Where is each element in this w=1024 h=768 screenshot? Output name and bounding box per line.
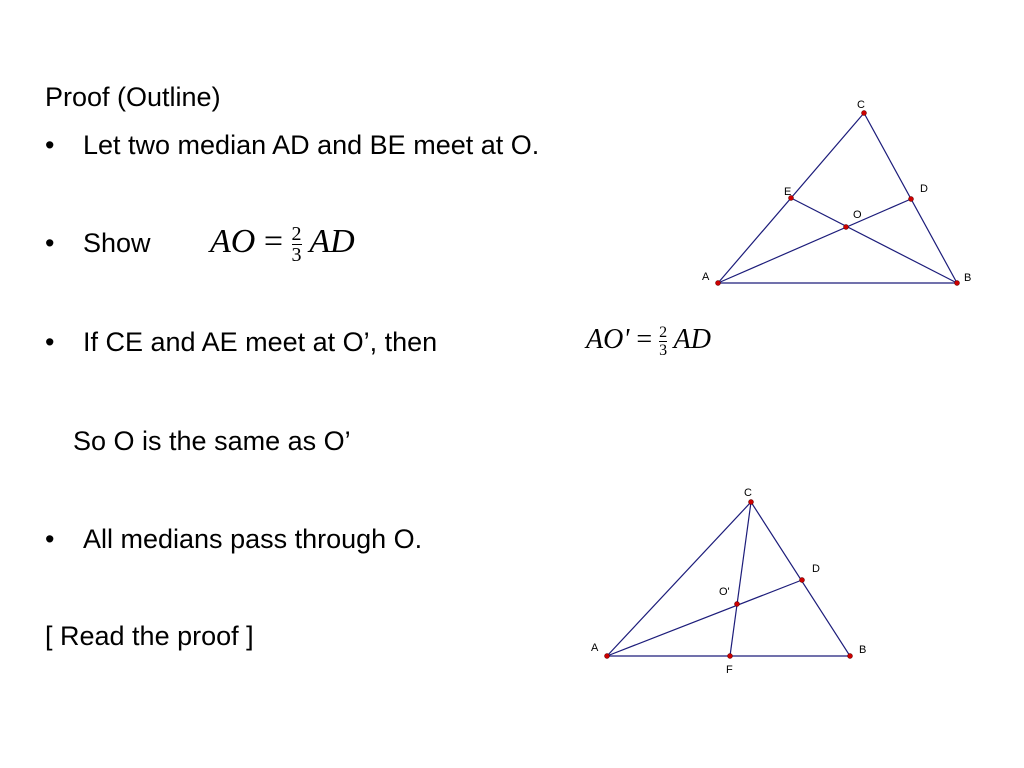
formula1-denominator: 3 (291, 243, 302, 266)
median-ad-1 (718, 199, 911, 283)
label-e-1: E (784, 186, 792, 198)
point-c-2 (749, 500, 754, 505)
point-a-1 (716, 281, 721, 286)
diagram-2-points (605, 500, 853, 659)
formula2-denominator: 3 (659, 342, 668, 360)
label-o-prime-2: O' (719, 586, 730, 598)
formula2-eq: = (636, 324, 653, 355)
label-c-1: C (857, 99, 865, 111)
point-o-1 (844, 225, 849, 230)
diagram-2-triangle (607, 502, 850, 656)
formula2-lhs: AO' (586, 324, 630, 355)
formula1-numerator: 2 (291, 222, 302, 245)
point-c-1 (862, 111, 867, 116)
label-o-1: O (853, 209, 862, 221)
bullet-4-dot: • (45, 524, 55, 554)
bullet-1-text: Let two median AD and BE meet at O. (83, 130, 540, 160)
triangle-abc-1 (718, 113, 957, 283)
label-a-2: A (591, 642, 599, 654)
formula1-rhs: AD (309, 223, 355, 260)
so-line: So O is the same as O’ (73, 426, 351, 456)
point-f-2 (728, 654, 733, 659)
label-b-2: B (859, 644, 867, 656)
point-b-2 (848, 654, 853, 659)
label-b-1: B (964, 272, 972, 284)
point-o-prime-2 (735, 602, 740, 607)
bullet-1-dot: • (45, 130, 55, 160)
diagram-1-triangle (718, 113, 957, 283)
bullet-4-text: All medians pass through O. (83, 524, 423, 554)
label-d-1: D (920, 183, 928, 195)
median-ad-2 (607, 580, 802, 656)
formula2-numerator: 2 (659, 324, 668, 342)
triangle-abc-2 (607, 502, 850, 656)
point-d-2 (800, 578, 805, 583)
bullet-2-dot: • (45, 228, 55, 258)
point-b-1 (955, 281, 960, 286)
proof-title: Proof (Outline) (45, 82, 221, 112)
bullet-2-text: Show (83, 228, 151, 258)
formula2-rhs: AD (673, 324, 711, 355)
bullet-3-text: If CE and AE meet at O’, then (83, 327, 438, 357)
bullet-3-dot: • (45, 327, 55, 357)
label-f-2: F (726, 664, 733, 676)
read-proof-link[interactable]: [ Read the proof ] (45, 621, 254, 651)
label-d-2: D (812, 563, 820, 575)
label-c-2: C (744, 487, 752, 499)
diagram-1-points (716, 111, 960, 286)
point-a-2 (605, 654, 610, 659)
label-a-1: A (702, 271, 710, 283)
median-cf-2 (730, 502, 751, 656)
point-d-1 (909, 197, 914, 202)
formula1-lhs: AO (210, 223, 256, 260)
formula1-eq: = (263, 223, 284, 260)
